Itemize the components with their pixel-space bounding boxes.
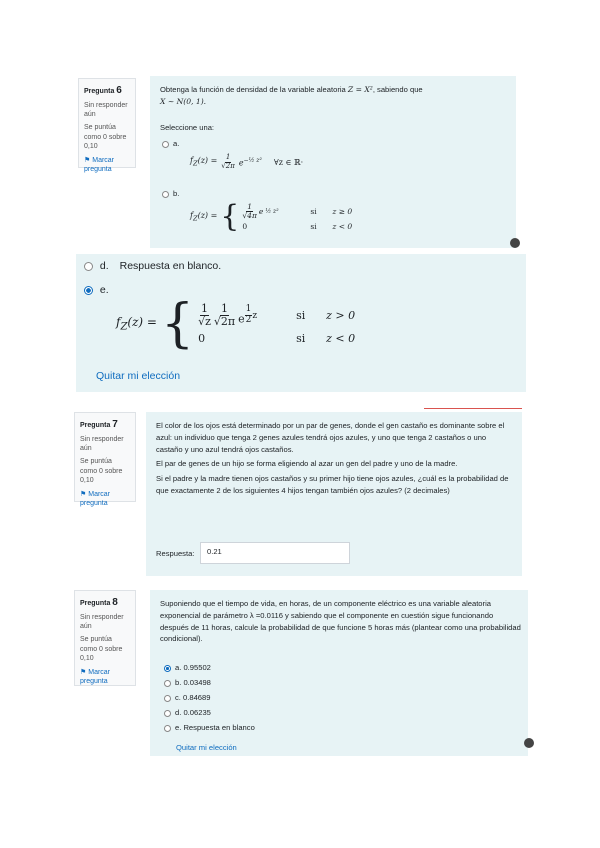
- question-number: [80, 596, 130, 610]
- question-text: Suponiendo que el tiempo de vida, en horas, de un componente eléctrico es una variable aleatoria exponencial de parámetro λ =0.0116 y sabiendo que el componente en cuestión sigue funcionando después de 11 horas, calcule la probabilidad de que funcione 5 horas más (plantear como una probabilidad condicional).: [160, 599, 521, 644]
- question-paragraph-3: Si el padre y la madre tienen ojos castaños y su primer hijo tiene ojos azules, ¿cuál es la probabilidad de que exactamente 2 de los siguientes 4 hijos tengan también ojos azules? (2 decimales): [156, 474, 509, 495]
- question-content-6: [150, 76, 516, 248]
- clear-choice-link[interactable]: Quitar mi elección: [176, 743, 237, 752]
- flag-question-link[interactable]: [80, 668, 130, 687]
- brace: {: [160, 294, 195, 354]
- scroll-dot: [524, 738, 534, 748]
- question-text-line1: Obtenga la función de densidad de la variable aleatoria: [160, 85, 346, 94]
- piece-1-cond: si: [310, 207, 317, 216]
- question-mark: Se puntúa como 0 sobre 0,10: [84, 124, 127, 151]
- piece-1-cond: si: [296, 309, 306, 322]
- option-e-radio[interactable]: [164, 725, 171, 732]
- option-b[interactable]: [162, 188, 179, 200]
- piece-1-ineq: z ≥ 0: [332, 207, 353, 216]
- formula-domain: ∀z ∈ ℝ·: [273, 157, 304, 167]
- clear-choice-link[interactable]: Quitar mi elección: [96, 370, 181, 382]
- brace: {: [220, 199, 240, 234]
- piece-2-value: 0: [198, 332, 206, 346]
- question-content-6-zoom: [76, 254, 526, 392]
- question-info-6: [78, 78, 136, 174]
- option-b-label: b.: [173, 189, 180, 198]
- question-content-8: [150, 590, 528, 756]
- question-number-value: 6: [116, 85, 122, 96]
- formula-lhs: $f_Z(z)$ =: [116, 315, 157, 333]
- formula-f: f: [190, 156, 193, 166]
- piece-2-ineq: z < 0: [326, 332, 356, 346]
- question-paragraph-1: El color de los ojos está determinado por un par de genes, donde el gen castaño es dominante sobre el azul: un individuo que tenga 2 genes azules tendrá ojos azules, y uno que tenga 2 castaños o uno castaño y uno azul tendrá ojos castaños.: [156, 421, 505, 454]
- option-b-radio[interactable]: [162, 191, 169, 198]
- piecewise: [198, 303, 386, 345]
- question-number: [84, 84, 130, 98]
- answer-label: Respuesta:: [156, 549, 195, 558]
- formula-lhs: $f_Z(z)$ =: [190, 156, 218, 168]
- formula-fraction: $\frac{1}{√2\pi}$: [221, 153, 235, 170]
- answer-input[interactable]: 0.21: [200, 542, 350, 564]
- question-status: Sin responder aún: [80, 435, 124, 452]
- question-mark: Se puntúa como 0 sobre 0,10: [80, 458, 123, 485]
- option-b-label: b. 0.03498: [175, 678, 211, 687]
- red-divider: [424, 408, 522, 409]
- option-e[interactable]: [164, 722, 255, 737]
- question-number: [80, 418, 130, 432]
- option-a-radio[interactable]: [164, 665, 171, 672]
- piecewise: [242, 203, 372, 232]
- option-e-formula: [116, 294, 386, 354]
- option-e[interactable]: [84, 284, 109, 296]
- piece-1-ineq: z > 0: [326, 309, 356, 322]
- option-d[interactable]: [84, 260, 221, 272]
- question-label: Pregunta: [84, 88, 115, 95]
- question-label: Pregunta: [80, 422, 111, 429]
- option-a[interactable]: [164, 662, 255, 677]
- piece-2-cond: si: [296, 332, 306, 346]
- flag-icon: ⚑: [80, 668, 87, 676]
- piece-1-value: $\frac{1}{√4\pi}$ e ½ z²: [242, 201, 279, 220]
- question-number-value: 8: [112, 597, 118, 608]
- option-b-radio[interactable]: [164, 680, 171, 687]
- formula-lhs: $f_Z(z)$ =: [190, 211, 218, 223]
- piece-2-value: 0: [242, 222, 248, 232]
- flag-label: Marcar pregunta: [80, 490, 111, 508]
- option-a-formula: [190, 154, 303, 170]
- flag-icon: ⚑: [80, 490, 87, 498]
- option-d-label: d. 0.06235: [175, 708, 211, 717]
- option-c-label: c. 0.84689: [175, 693, 211, 702]
- option-c[interactable]: [164, 692, 255, 707]
- piece-2-cond: si: [310, 222, 317, 232]
- option-d[interactable]: [164, 707, 255, 722]
- flag-question-link[interactable]: [80, 490, 130, 509]
- option-d-label: d.: [99, 260, 109, 272]
- question-status: Sin responder aún: [84, 101, 128, 118]
- option-a-label: a.: [173, 139, 180, 148]
- question-mark: Se puntúa como 0 sobre 0,10: [80, 636, 123, 663]
- question-text-end: , sabiendo que: [372, 85, 423, 94]
- question-status: Sin responder aún: [80, 613, 124, 630]
- question-text: [156, 420, 514, 497]
- option-a-radio[interactable]: [162, 141, 169, 148]
- option-d-text: Respuesta en blanco.: [119, 260, 222, 272]
- option-e-label: e.: [99, 284, 109, 296]
- option-d-radio[interactable]: [164, 710, 171, 717]
- option-b[interactable]: [164, 677, 255, 692]
- flag-label: Marcar pregunta: [84, 156, 115, 174]
- formula-exp: $e^{-\frac{1}{2} z^2}$: [238, 156, 262, 168]
- piece-2-ineq: z < 0: [332, 222, 353, 232]
- question-info-8: [74, 590, 136, 686]
- flag-label: Marcar pregunta: [80, 668, 111, 686]
- question-paragraph-2: El par de genes de un hijo se forma eligiendo al azar un gen del padre y uno de la madre.: [156, 459, 458, 469]
- option-e-label: e. Respuesta en blanco: [175, 723, 255, 732]
- flag-icon: ⚑: [84, 156, 91, 164]
- option-a[interactable]: [162, 138, 179, 150]
- option-d-radio[interactable]: [84, 262, 93, 271]
- scroll-dot: [510, 238, 520, 248]
- question-number-value: 7: [112, 419, 118, 430]
- option-c-radio[interactable]: [164, 695, 171, 702]
- piece-1-value: $\frac{1}{√z}$ $\frac{1}{√2\pi}$ e $^{\frac{1}{2} z}$: [198, 301, 258, 328]
- question-info-7: [74, 412, 136, 508]
- option-a-label: a. 0.95502: [175, 663, 211, 672]
- question-text: [160, 84, 510, 108]
- select-prompt: Seleccione una:: [160, 123, 215, 132]
- question-label: Pregunta: [80, 600, 111, 607]
- math-z: Z = X²: [347, 85, 373, 94]
- options-list: [164, 662, 255, 737]
- option-b-formula: [190, 199, 372, 234]
- math-x: X ∼ N(0, 1).: [160, 96, 207, 106]
- option-e-radio[interactable]: [84, 286, 93, 295]
- flag-question-link[interactable]: [84, 156, 130, 175]
